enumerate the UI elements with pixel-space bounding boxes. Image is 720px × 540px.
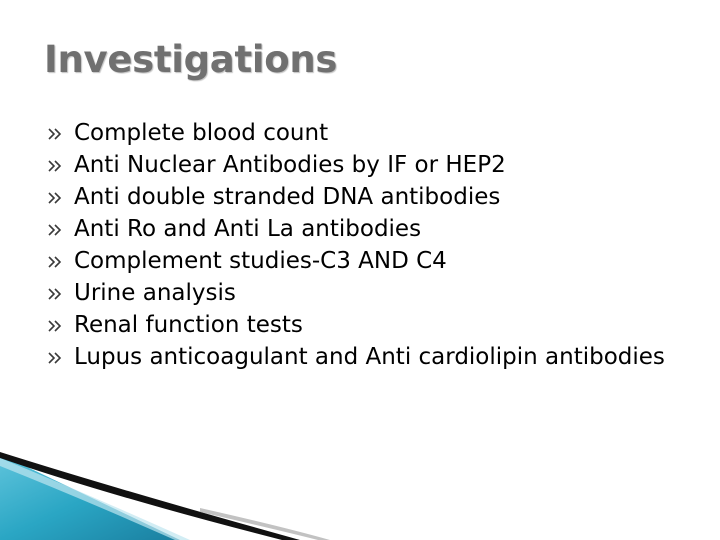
double-chevron-right-icon [48,192,62,204]
double-chevron-right-icon [48,352,62,364]
bullet-text: Complement studies-C3 AND C4 [74,248,447,274]
bullet-item [48,117,688,149]
bullet-item [48,277,688,309]
bullet-item [48,181,688,213]
double-chevron-right-icon [48,320,62,332]
double-chevron-right-icon [48,256,62,268]
bullet-text: Urine analysis [74,280,236,306]
bullet-item [48,213,688,245]
corner-swoosh-decoration [0,440,720,540]
bullet-item [48,341,688,373]
bullet-text: Lupus anticoagulant and Anti cardiolipin antibodies [74,344,665,370]
double-chevron-right-icon [48,160,62,172]
double-chevron-right-icon [48,288,62,300]
double-chevron-right-icon [48,128,62,140]
bullet-text: Renal function tests [74,312,303,338]
bullet-item [48,309,688,341]
bullet-text: Anti Ro and Anti La antibodies [74,216,422,242]
bullet-item [48,245,688,277]
bullet-text: Anti double stranded DNA antibodies [74,184,501,210]
double-chevron-right-icon [48,224,62,236]
bullet-text: Complete blood count [74,120,329,146]
bullet-text: Anti Nuclear Antibodies by IF or HEP2 [74,152,506,178]
bullet-item [48,149,688,181]
slide-title: Investigations [44,38,338,81]
bullet-list [48,117,688,373]
